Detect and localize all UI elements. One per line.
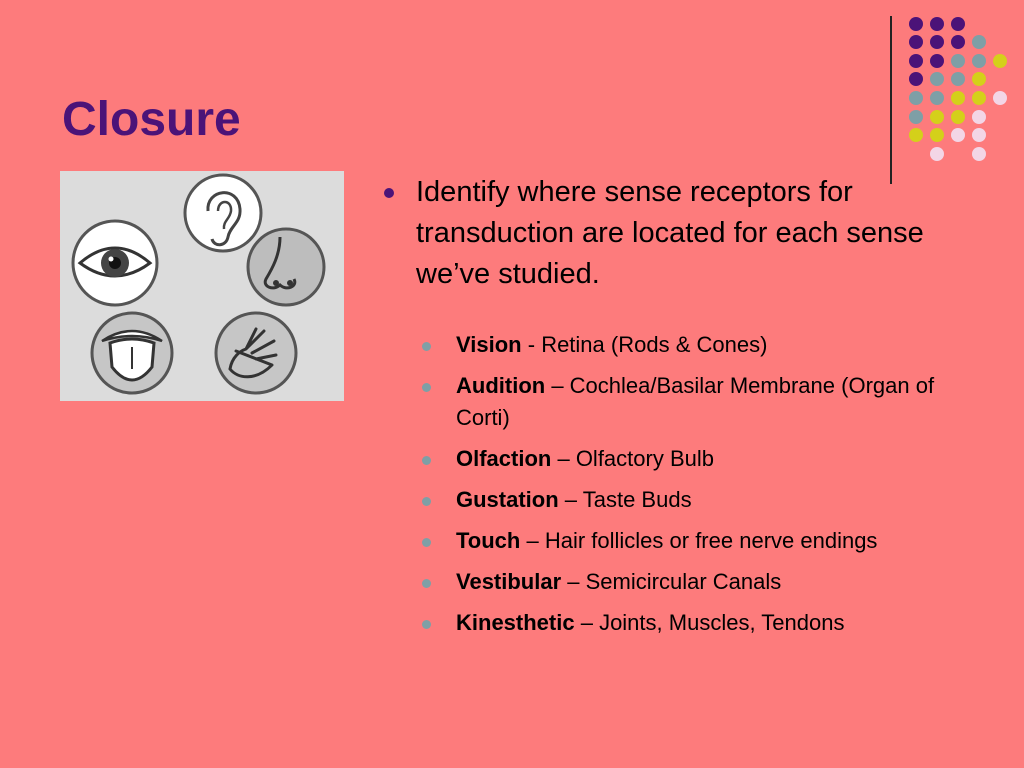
dot [993, 54, 1007, 68]
dot [993, 91, 1007, 105]
sense-description: Semicircular Canals [585, 569, 782, 594]
slide-title: Closure [62, 93, 241, 146]
list-item [380, 607, 980, 639]
ear-icon [185, 175, 261, 251]
dot [930, 72, 944, 86]
bullet-dot-icon [422, 620, 431, 629]
dot [909, 17, 923, 31]
dot [930, 35, 944, 49]
sense-description: Joints, Muscles, Tendons [599, 610, 845, 635]
dot [930, 128, 944, 142]
nose-icon [248, 229, 324, 305]
list-item [380, 525, 980, 557]
dot [972, 54, 986, 68]
bullet-dot-icon [422, 456, 431, 465]
main-bullet [380, 172, 980, 295]
bullet-dot-icon [422, 579, 431, 588]
dot [951, 110, 965, 124]
separator: - [521, 332, 542, 357]
dot [951, 72, 965, 86]
dot [909, 110, 923, 124]
hand-icon [216, 313, 296, 393]
dot [930, 54, 944, 68]
list-item [380, 370, 980, 434]
sense-term: Audition [456, 373, 546, 398]
separator: – [551, 446, 576, 471]
separator: – [561, 569, 586, 594]
sense-term: Olfaction [456, 446, 552, 471]
dot [972, 110, 986, 124]
dot [951, 35, 965, 49]
bullet-dot-icon [422, 383, 431, 392]
tongue-icon [92, 313, 172, 393]
decorative-dot-grid [0, 0, 1024, 180]
list-item [380, 443, 980, 475]
separator: – [558, 487, 583, 512]
bullet-dot-icon [422, 342, 431, 351]
dot [930, 91, 944, 105]
dot [972, 72, 986, 86]
sense-description: Hair follicles or free nerve endings [544, 528, 878, 553]
separator: – [520, 528, 545, 553]
sense-receptor-list [380, 329, 980, 639]
dot [972, 35, 986, 49]
list-item [380, 484, 980, 516]
sense-description: Cochlea/Basilar Membrane (Organ of Corti) [456, 373, 935, 430]
dot [909, 35, 923, 49]
sense-description: Retina (Rods & Cones) [541, 332, 768, 357]
dot [909, 54, 923, 68]
separator: – [574, 610, 600, 635]
main-bullet-text: Identify where sense receptors for transduction are located for each sense we’ve studied. [416, 176, 924, 290]
dot [930, 17, 944, 31]
dot [951, 91, 965, 105]
sense-term: Kinesthetic [456, 610, 575, 635]
slide-content [380, 172, 980, 648]
bullet-dot-icon [422, 538, 431, 547]
dot [909, 91, 923, 105]
dot [930, 147, 944, 161]
eye-icon [73, 221, 157, 305]
sense-term: Vestibular [456, 569, 562, 594]
dot [972, 91, 986, 105]
dot [909, 72, 923, 86]
list-item [380, 329, 980, 361]
sense-term: Vision [456, 332, 522, 357]
decorative-divider [890, 16, 892, 184]
dot [951, 54, 965, 68]
sense-description: Taste Buds [582, 487, 692, 512]
dot [951, 17, 965, 31]
bullet-dot-icon [384, 188, 394, 198]
dot [909, 128, 923, 142]
dot [951, 128, 965, 142]
sense-term: Gustation [456, 487, 559, 512]
dot [972, 128, 986, 142]
list-item [380, 566, 980, 598]
bullet-dot-icon [422, 497, 431, 506]
dot [930, 110, 944, 124]
sense-description: Olfactory Bulb [575, 446, 714, 471]
sense-term: Touch [456, 528, 521, 553]
five-senses-image [60, 171, 344, 401]
separator: – [545, 373, 570, 398]
dot [972, 147, 986, 161]
